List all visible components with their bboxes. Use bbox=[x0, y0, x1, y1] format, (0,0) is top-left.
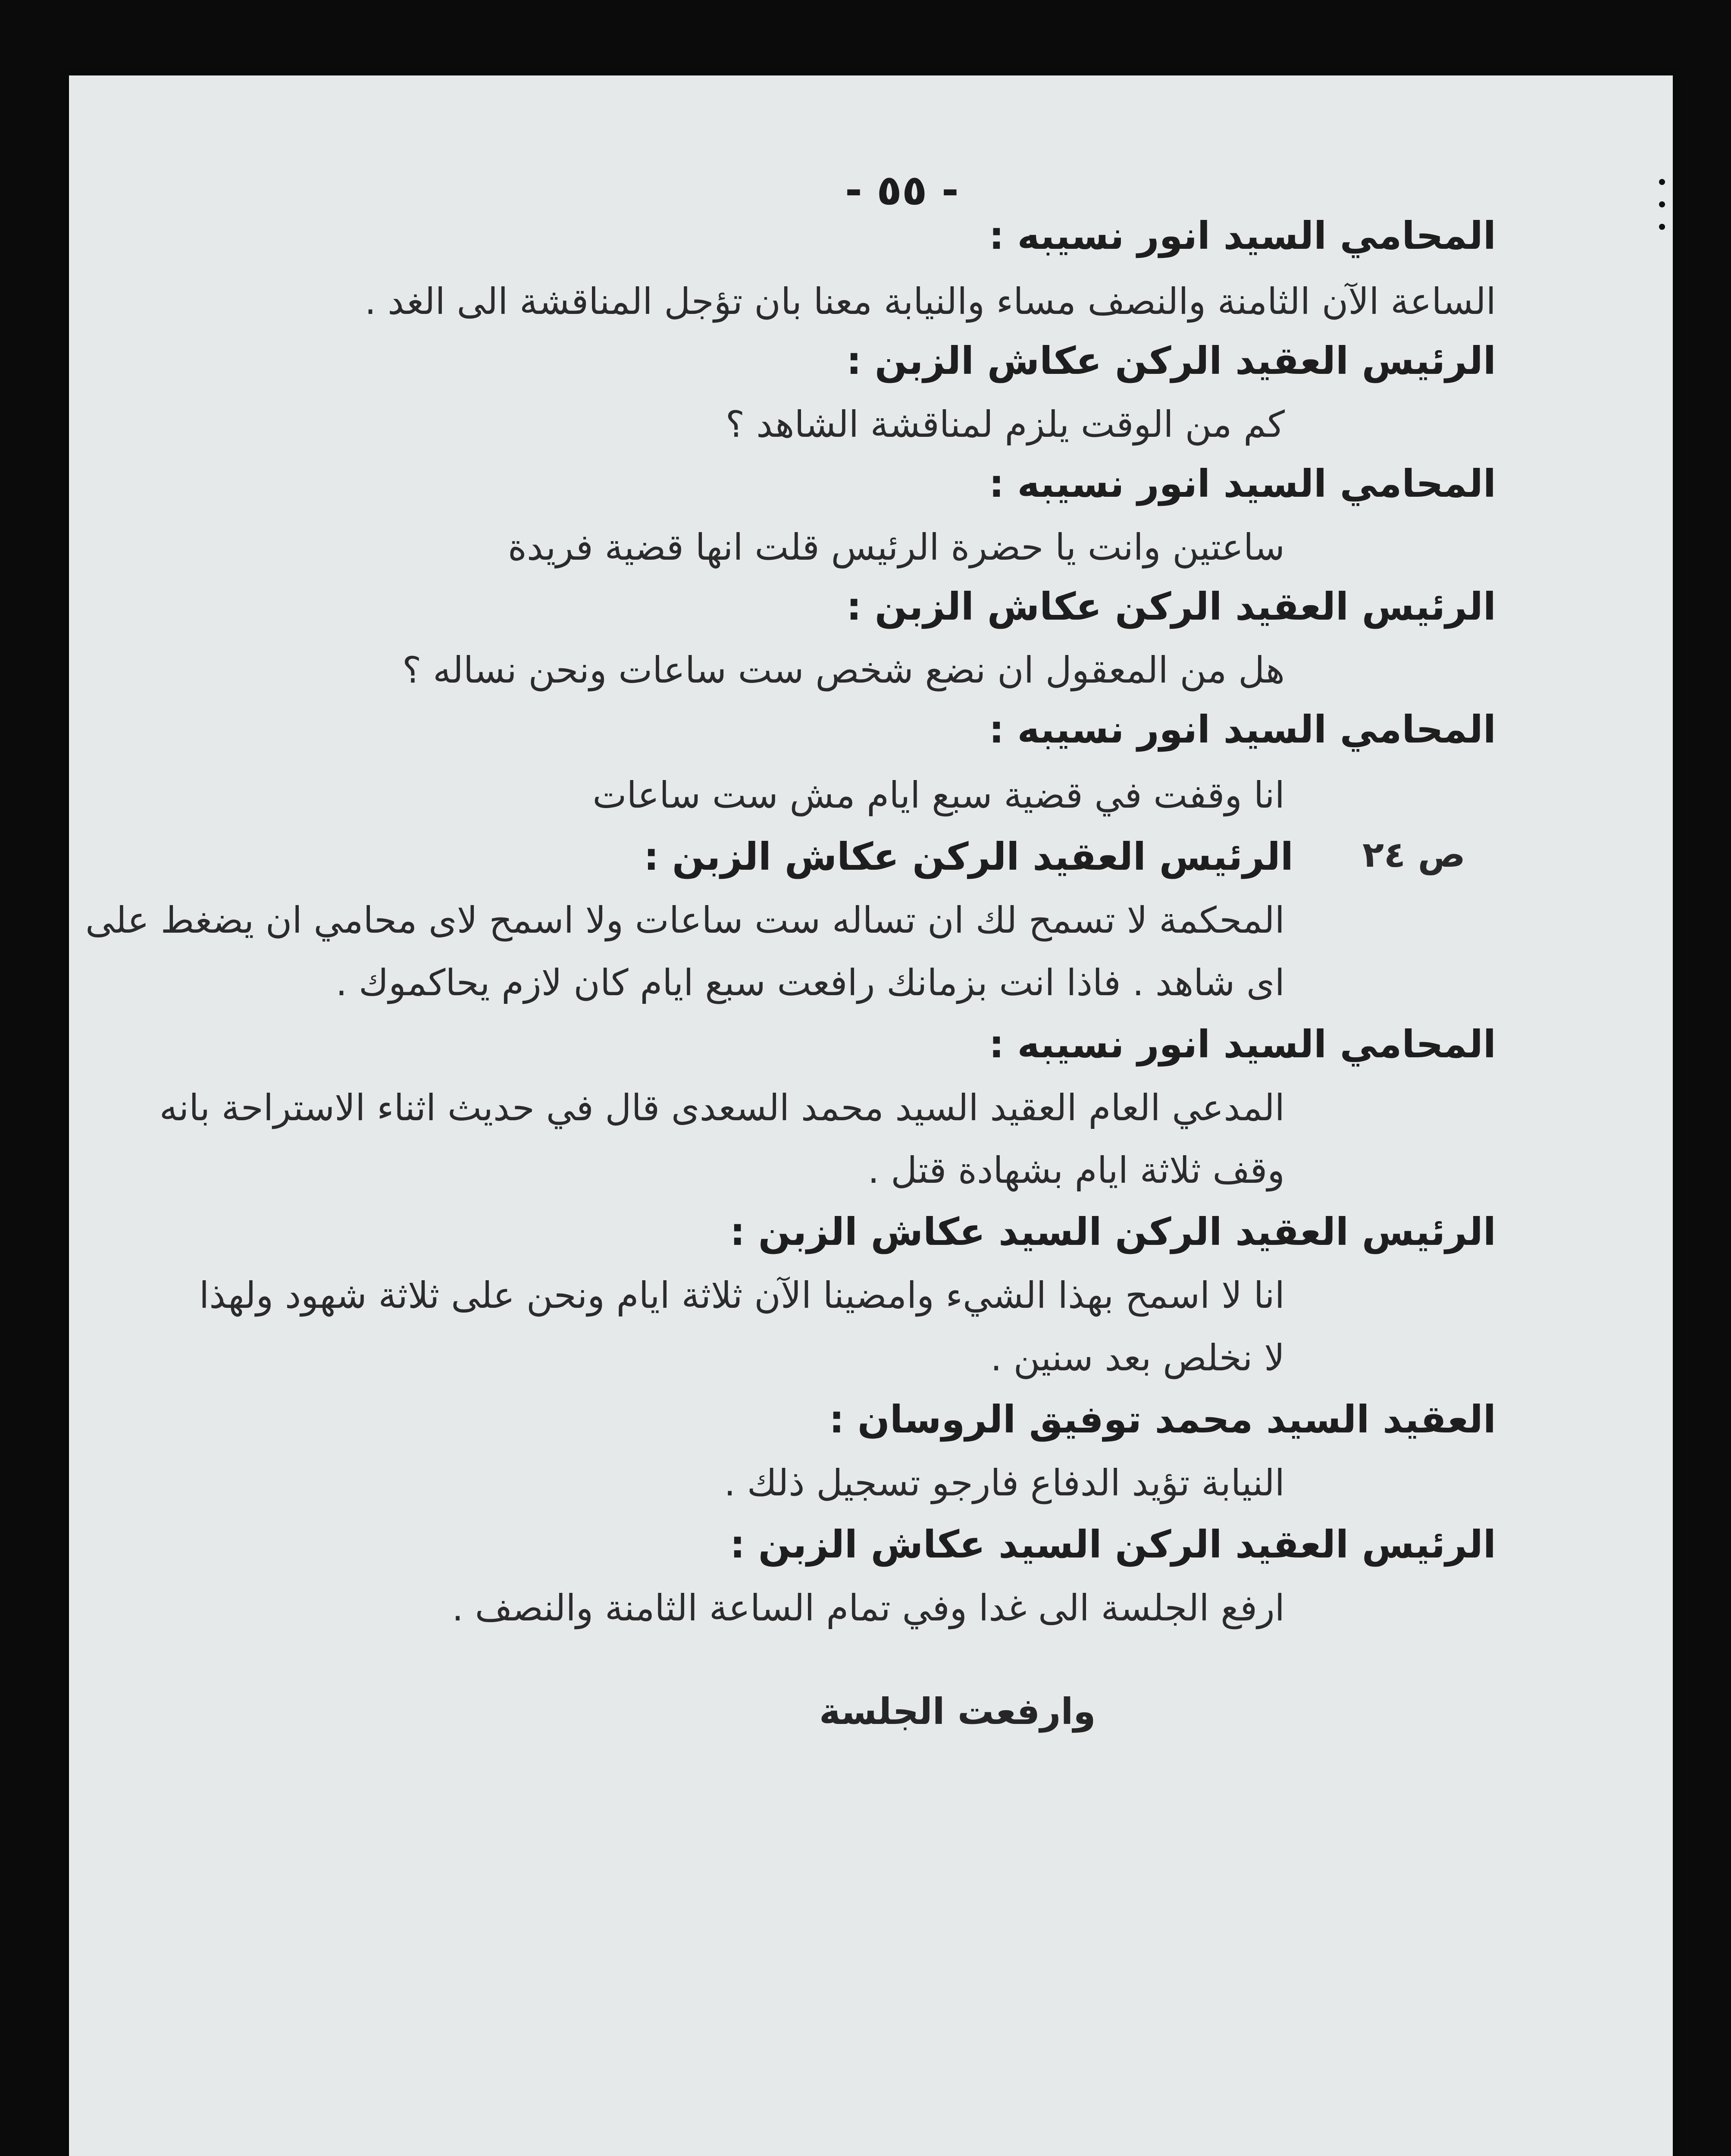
punch-marks bbox=[1659, 179, 1668, 246]
speech-line: كم من الوقت يلزم لمناقشة الشاهد ؟ bbox=[725, 403, 1285, 445]
speaker-line: الرئيس العقيد الركن السيد عكاش الزبن : bbox=[729, 1522, 1496, 1567]
speech-line: المدعي العام العقيد السيد محمد السعدى قال في حديث اثناء الاستراحة بانه bbox=[159, 1087, 1285, 1129]
speaker-line: الرئيس العقيد الركن عكاش الزبن : bbox=[846, 584, 1496, 629]
punch-mark bbox=[1659, 179, 1665, 185]
speaker-line: الرئيس العقيد الركن عكاش الزبن : bbox=[644, 834, 1293, 879]
punch-mark bbox=[1659, 224, 1665, 230]
closing-line: وارفعت الجلسة bbox=[819, 1690, 1096, 1733]
speech-line: الساعة الآن الثامنة والنصف مساء والنيابة معنا بان تؤجل المناقشة الى الغد . bbox=[364, 280, 1496, 323]
document-page bbox=[69, 75, 1673, 2156]
punch-mark bbox=[1659, 201, 1665, 207]
speaker-line: المحامي السيد انور نسيبه : bbox=[989, 707, 1496, 752]
speech-line: هل من المعقول ان نضع شخص ست ساعات ونحن نساله ؟ bbox=[402, 649, 1285, 691]
speech-line: وقف ثلاثة ايام بشهادة قتل . bbox=[867, 1149, 1285, 1191]
speech-line: انا لا اسمح بهذا الشيء وامضينا الآن ثلاثة ايام ونحن على ثلاثة شهود ولهذا bbox=[199, 1274, 1285, 1316]
speech-line: اى شاهد . فاذا انت بزمانك رافعت سبع ايام كان لازم يحاكموك . bbox=[335, 962, 1285, 1004]
speaker-line: المحامي السيد انور نسيبه : bbox=[989, 213, 1496, 258]
margin-note: ص ٢٤ bbox=[1362, 834, 1465, 875]
speaker-line: الرئيس العقيد الركن عكاش الزبن : bbox=[846, 338, 1496, 383]
speech-line: انا وقفت في قضية سبع ايام مش ست ساعات bbox=[592, 774, 1285, 816]
speaker-line: الرئيس العقيد الركن السيد عكاش الزبن : bbox=[729, 1210, 1496, 1254]
speaker-line: العقيد السيد محمد توفيق الروسان : bbox=[829, 1397, 1496, 1442]
speaker-line: المحامي السيد انور نسيبه : bbox=[989, 1022, 1496, 1066]
page-number: - ٥٥ - bbox=[845, 166, 959, 214]
speech-line: النيابة تؤيد الدفاع فارجو تسجيل ذلك . bbox=[724, 1462, 1285, 1504]
speaker-line: المحامي السيد انور نسيبه : bbox=[989, 461, 1496, 506]
speech-line: لا نخلص بعد سنين . bbox=[990, 1337, 1285, 1379]
speech-line: المحكمة لا تسمح لك ان تساله ست ساعات ولا اسمح لاى محامي ان يضغط على bbox=[85, 899, 1285, 941]
speech-line: ارفع الجلسة الى غدا وفي تمام الساعة الثامنة والنصف . bbox=[452, 1587, 1285, 1629]
speech-line: ساعتين وانت يا حضرة الرئيس قلت انها قضية فريدة bbox=[507, 526, 1285, 568]
